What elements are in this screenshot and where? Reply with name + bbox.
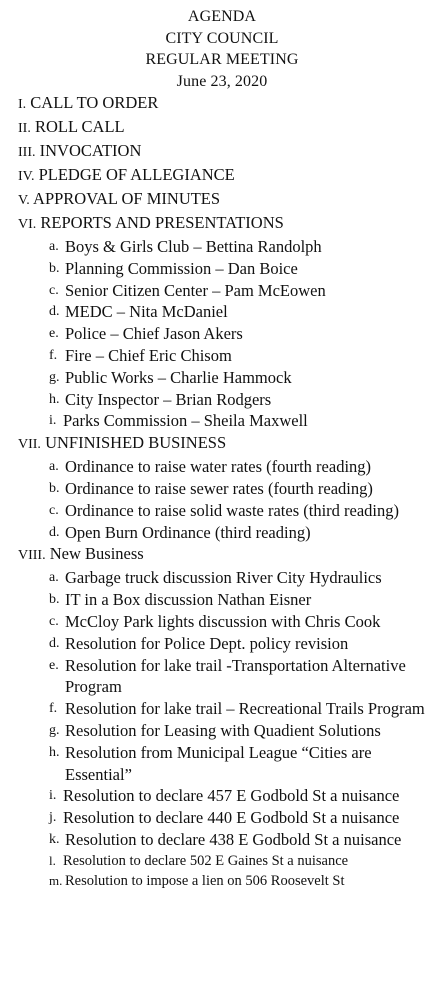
list-item (0, 236, 444, 258)
item-text: City Inspector – Brian Rodgers (65, 389, 272, 409)
item-text: Open Burn Ordinance (third reading) (65, 522, 311, 542)
item-text: Resolution for Police Dept. policy revision (65, 633, 349, 653)
section-number: V. (18, 193, 30, 208)
item-text: Senior Citizen Center – Pam McEowen (65, 280, 326, 300)
list-item (0, 367, 444, 389)
meeting-date: June 23, 2020 (176, 72, 268, 90)
item-marker: a. (49, 239, 59, 254)
section-call-to-order (0, 92, 444, 116)
item-text: Resolution for lake trail – Recreational Trails Program (65, 699, 425, 719)
list-item (0, 611, 444, 633)
section-approval-of-minutes (0, 188, 444, 212)
section-title: REPORTS AND PRESENTATIONS (40, 213, 284, 232)
item-marker: g. (49, 722, 60, 738)
item-marker: h. (49, 744, 60, 760)
item-text: Resolution to declare 502 E Gaines St a nuisance (63, 852, 349, 869)
section-reports (0, 212, 444, 236)
section-title: ROLL CALL (34, 117, 125, 136)
list-item (0, 323, 444, 345)
list-item (0, 389, 444, 411)
item-text: Ordinance to raise solid waste rates (third reading) (65, 500, 400, 520)
section-unfinished-business (0, 432, 444, 456)
section-title: UNFINISHED BUSINESS (45, 433, 227, 453)
item-text: Resolution for lake trail -Transportation Alternative Program (65, 655, 406, 697)
section-invocation (0, 140, 444, 164)
list-item (0, 807, 444, 829)
item-marker: c. (49, 502, 59, 518)
item-marker: i. (49, 413, 57, 429)
agenda-title: AGENDA (187, 8, 257, 25)
section-number: IV. (18, 169, 35, 184)
section-number: II. (18, 121, 31, 136)
item-text: Planning Commission – Dan Boice (65, 258, 298, 278)
item-text: Resolution to impose a lien on 506 Roosevelt St (65, 872, 345, 889)
item-text: Resolution to declare 438 E Godbold St a nuisance (65, 829, 402, 849)
item-marker: a. (49, 570, 59, 586)
item-text: Ordinance to raise sewer rates (fourth reading) (65, 478, 373, 498)
item-marker: d. (49, 524, 60, 540)
section-number: III. (18, 145, 36, 160)
section-roll-call (0, 116, 444, 140)
item-text: Resolution from Municipal League “Cities are Essential” (65, 742, 372, 784)
item-text: IT in a Box discussion Nathan Eisner (65, 590, 312, 610)
section-number: VII. (18, 437, 41, 453)
item-marker: e. (49, 657, 59, 673)
item-text: Resolution for Leasing with Quadient Solutions (65, 720, 381, 740)
section-number: VI. (18, 217, 37, 232)
item-text: Boys & Girls Club – Bettina Randolph (65, 237, 322, 256)
list-item (0, 655, 444, 699)
item-marker: c. (49, 282, 59, 298)
unfinished-list (0, 456, 444, 543)
item-text: Fire – Chief Eric Chisom (65, 345, 232, 365)
council-name: CITY COUNCIL (165, 29, 279, 47)
item-text: Public Works – Charlie Hammock (65, 367, 292, 387)
list-item (0, 301, 444, 323)
item-text: Garbage truck discussion River City Hydraulics (65, 568, 382, 588)
item-marker: d. (49, 635, 60, 651)
item-marker: m. (49, 872, 63, 888)
item-marker: e. (49, 326, 59, 342)
item-text: McCloy Park lights discussion with Chris Cook (65, 611, 381, 631)
item-text: Resolution to declare 457 E Godbold St a nuisance (63, 786, 400, 806)
section-title: INVOCATION (39, 141, 142, 160)
item-text: Parks Commission – Sheila Maxwell (63, 411, 308, 431)
item-text: Ordinance to raise water rates (fourth reading) (65, 457, 372, 477)
list-item (0, 522, 444, 544)
agenda-document (0, 6, 444, 891)
item-text: Resolution to declare 440 E Godbold St a nuisance (63, 808, 400, 828)
item-marker: a. (49, 459, 59, 475)
item-marker: b. (49, 480, 60, 496)
list-item (0, 567, 444, 589)
list-item (0, 720, 444, 742)
list-item (0, 345, 444, 367)
reports-list (0, 236, 444, 432)
item-marker: b. (49, 260, 60, 276)
item-marker: c. (49, 613, 59, 629)
section-title: PLEDGE OF ALLEGIANCE (38, 165, 235, 184)
item-marker: i. (49, 788, 57, 804)
item-marker: j. (49, 810, 57, 826)
agenda-header (0, 6, 444, 92)
section-title: CALL TO ORDER (30, 93, 159, 112)
list-item (0, 829, 444, 851)
section-number: VIII. (18, 548, 46, 564)
item-marker: g. (49, 369, 60, 385)
item-text: MEDC – Nita McDaniel (65, 302, 228, 322)
item-marker: h. (49, 391, 60, 407)
section-title: New Business (49, 544, 144, 564)
list-item (0, 410, 444, 432)
list-item (0, 500, 444, 522)
item-marker: f. (49, 701, 58, 717)
item-marker: d. (49, 304, 60, 320)
list-item (0, 589, 444, 611)
new-business-list (0, 567, 444, 890)
section-number: I. (18, 97, 27, 112)
list-item (0, 456, 444, 478)
list-item (0, 258, 444, 280)
item-marker: l. (49, 852, 56, 868)
item-text: Police – Chief Jason Akers (65, 324, 243, 344)
section-new-business (0, 543, 444, 567)
list-item (0, 280, 444, 302)
section-pledge (0, 164, 444, 188)
list-item (0, 851, 444, 871)
list-item (0, 785, 444, 807)
list-item (0, 742, 444, 786)
list-item (0, 478, 444, 500)
meeting-type: REGULAR MEETING (145, 51, 299, 68)
item-marker: f. (49, 347, 58, 363)
item-marker: b. (49, 592, 60, 608)
section-title: APPROVAL OF MINUTES (33, 189, 221, 208)
list-item (0, 871, 444, 891)
list-item (0, 698, 444, 720)
item-marker: k. (49, 831, 60, 847)
list-item (0, 633, 444, 655)
